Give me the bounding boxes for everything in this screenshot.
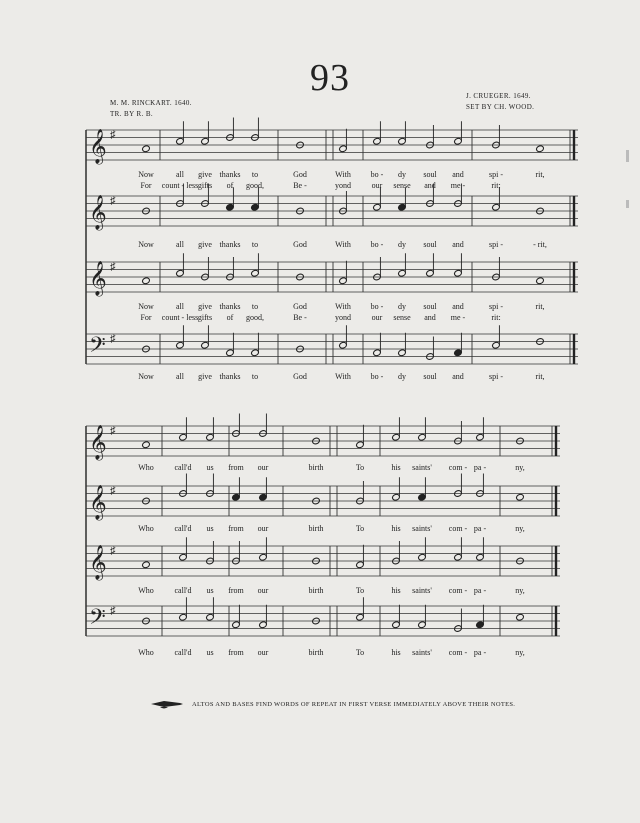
treble-clef-icon: 𝄞: [89, 129, 107, 164]
sharp-icon: ♯: [110, 545, 116, 557]
lyric-syllable: With: [335, 170, 351, 179]
lyric-syllable: to: [251, 170, 259, 179]
lyric-line: [0, 313, 640, 323]
lyric-syllable: birth: [308, 524, 324, 533]
lyric-syllable: bo -: [370, 240, 384, 249]
lyric-syllable: rit,: [535, 372, 545, 381]
lyric-syllable: me -: [450, 181, 466, 190]
lyric-syllable: saints': [412, 586, 432, 595]
lyric-syllable: give: [198, 302, 212, 311]
lyric-syllable: count - less: [161, 181, 199, 190]
lyric-syllable: God: [293, 170, 307, 179]
lyric-syllable: give: [198, 240, 212, 249]
lyric-syllable: bo -: [370, 372, 384, 381]
lyric-syllable: sense: [393, 313, 411, 322]
lyric-syllable: of: [226, 313, 234, 322]
lyric-syllable: sense: [393, 181, 411, 190]
lyric-syllable: dy: [398, 240, 406, 249]
note-head: [516, 493, 525, 501]
lyric-syllable: call'd: [174, 524, 192, 533]
lyric-syllable: com -: [448, 524, 468, 533]
lyric-syllable: his: [391, 463, 401, 472]
lyric-syllable: his: [391, 586, 401, 595]
lyric-syllable: from: [228, 648, 244, 657]
lyric-syllable: com -: [448, 586, 468, 595]
lyric-syllable: Who: [138, 524, 154, 533]
lyric-syllable: our: [257, 463, 269, 472]
lyric-syllable: of: [226, 181, 234, 190]
lyric-syllable: To: [355, 524, 365, 533]
lyric-syllable: and: [424, 181, 436, 190]
lyric-syllable: all: [176, 302, 184, 311]
sharp-icon: ♯: [110, 485, 116, 497]
edge-mark: [626, 200, 629, 208]
lyric-syllable: With: [335, 240, 351, 249]
lyric-syllable: and: [452, 302, 464, 311]
lyric-line: [0, 463, 640, 473]
lyric-syllable: all: [176, 240, 184, 249]
lyric-syllable: Who: [138, 463, 154, 472]
lyric-syllable: Now: [138, 302, 154, 311]
lyric-syllable: soul: [423, 302, 437, 311]
lyric-line: [0, 181, 640, 191]
lyric-syllable: Who: [138, 648, 154, 657]
note-head: [142, 441, 151, 449]
lyric-syllable: bo -: [370, 170, 384, 179]
lyric-syllable: from: [228, 586, 244, 595]
lyric-syllable: to: [251, 302, 259, 311]
lyric-syllable: yond: [335, 181, 351, 190]
composer-name: J. CRUEGER. 1649.: [466, 92, 531, 100]
lyric-line: [0, 170, 640, 180]
sharp-icon: ♯: [110, 195, 116, 207]
lyric-syllable: rit,: [535, 302, 545, 311]
lyric-syllable: birth: [308, 648, 324, 657]
lyric-syllable: With: [335, 372, 351, 381]
sharp-icon: ♯: [110, 129, 116, 141]
lyric-syllable: dy: [398, 170, 406, 179]
lyric-syllable: For: [140, 313, 152, 322]
lyric-syllable: ny,: [515, 463, 525, 472]
author-name: M. M. RINCKART. 1640.: [110, 99, 192, 107]
lyric-syllable: birth: [308, 463, 324, 472]
lyric-line: [0, 372, 640, 382]
lyric-syllable: saints': [412, 463, 432, 472]
lyric-syllable: Now: [138, 170, 154, 179]
lyric-syllable: To: [355, 586, 365, 595]
lyric-syllable: com -: [448, 648, 468, 657]
lyric-syllable: pa -: [473, 524, 487, 533]
lyric-syllable: God: [293, 240, 307, 249]
sharp-icon: ♯: [110, 333, 116, 345]
lyric-line: [0, 240, 640, 250]
lyric-syllable: Now: [138, 240, 154, 249]
pointing-hand-icon: [150, 698, 184, 710]
lyric-syllable: all: [176, 170, 184, 179]
lyric-syllable: call'd: [174, 586, 192, 595]
lyric-syllable: saints': [412, 524, 432, 533]
translator-name: TR. BY R. B.: [110, 110, 154, 118]
note-head: [516, 613, 525, 621]
lyric-syllable: rit:: [491, 313, 501, 322]
lyric-syllable: call'd: [174, 463, 192, 472]
lyric-line: [0, 302, 640, 312]
lyric-syllable: Who: [138, 586, 154, 595]
lyric-syllable: and: [452, 240, 464, 249]
bass-clef-icon: 𝄢: [89, 333, 106, 363]
lyric-line: [0, 648, 640, 658]
lyric-syllable: our: [257, 524, 269, 533]
lyric-syllable: thanks: [219, 240, 241, 249]
lyric-syllable: his: [391, 524, 401, 533]
lyric-syllable: thanks: [219, 372, 241, 381]
note-head: [536, 145, 545, 153]
note-head: [142, 561, 151, 569]
lyric-syllable: Now: [138, 372, 154, 381]
lyric-syllable: call'd: [174, 648, 192, 657]
lyric-syllable: give: [198, 170, 212, 179]
lyric-syllable: birth: [308, 586, 324, 595]
lyric-syllable: yond: [335, 313, 351, 322]
lyric-syllable: With: [335, 302, 351, 311]
note-head: [142, 145, 151, 153]
lyric-syllable: rit,: [535, 170, 545, 179]
lyric-syllable: all: [176, 372, 184, 381]
lyric-syllable: me -: [450, 313, 466, 322]
lyric-syllable: pa -: [473, 463, 487, 472]
lyric-syllable: soul: [423, 372, 437, 381]
lyric-syllable: our: [371, 181, 383, 190]
lyric-line: [0, 524, 640, 534]
lyric-syllable: spi -: [489, 302, 503, 311]
sharp-icon: ♯: [110, 425, 116, 437]
lyric-syllable: good,: [246, 181, 264, 190]
lyric-syllable: to: [251, 372, 259, 381]
lyric-syllable: soul: [423, 240, 437, 249]
lyric-syllable: To: [355, 463, 365, 472]
lyric-syllable: our: [257, 648, 269, 657]
lyric-syllable: - rit,: [533, 240, 547, 249]
lyric-syllable: and: [424, 313, 436, 322]
note-head: [536, 277, 545, 285]
lyric-syllable: to: [251, 240, 259, 249]
lyric-syllable: us: [206, 463, 214, 472]
lyric-syllable: us: [206, 524, 214, 533]
lyric-syllable: and: [452, 372, 464, 381]
lyric-syllable: saints': [412, 648, 432, 657]
treble-clef-icon: 𝄞: [89, 261, 107, 296]
arranger-name: SET BY CH. WOOD.: [466, 103, 535, 111]
lyric-syllable: ny,: [515, 586, 525, 595]
lyric-syllable: God: [293, 372, 307, 381]
sharp-icon: ♯: [110, 261, 116, 273]
lyric-syllable: For: [140, 181, 152, 190]
footer-text: ALTOS AND BASES FIND WORDS OF REPEAT IN FIRST VERSE IMMEDIATELY ABOVE THEIR NOTES.: [192, 700, 516, 708]
lyric-syllable: dy: [398, 372, 406, 381]
hymn-number: 93: [310, 57, 350, 99]
lyric-syllable: pa -: [473, 648, 487, 657]
lyric-syllable: thanks: [219, 302, 241, 311]
lyric-syllable: gifts: [197, 181, 213, 190]
lyric-syllable: spi -: [489, 170, 503, 179]
lyric-syllable: good,: [246, 313, 264, 322]
lyric-syllable: bo -: [370, 302, 384, 311]
lyric-syllable: thanks: [219, 170, 241, 179]
treble-clef-icon: 𝄞: [89, 545, 107, 580]
lyric-syllable: gifts: [197, 313, 213, 322]
note-head: [142, 277, 151, 285]
lyric-syllable: and: [452, 170, 464, 179]
bass-clef-icon: 𝄢: [89, 605, 106, 635]
lyric-syllable: his: [391, 648, 401, 657]
treble-clef-icon: 𝄞: [89, 485, 107, 520]
edge-mark: [626, 150, 629, 162]
lyric-syllable: com -: [448, 463, 468, 472]
lyric-syllable: Be -: [293, 181, 307, 190]
lyric-syllable: dy: [398, 302, 406, 311]
lyric-syllable: us: [206, 586, 214, 595]
treble-clef-icon: 𝄞: [89, 195, 107, 230]
lyric-syllable: spi -: [489, 372, 503, 381]
lyric-syllable: soul: [423, 170, 437, 179]
lyric-syllable: To: [355, 648, 365, 657]
lyric-syllable: us: [206, 648, 214, 657]
lyric-syllable: God: [293, 302, 307, 311]
lyric-syllable: ny,: [515, 648, 525, 657]
lyric-syllable: count - less: [161, 313, 199, 322]
sharp-icon: ♯: [110, 605, 116, 617]
lyric-syllable: rit:: [491, 181, 501, 190]
lyric-syllable: Be -: [293, 313, 307, 322]
lyric-syllable: from: [228, 463, 244, 472]
lyric-line: [0, 586, 640, 596]
lyric-syllable: give: [198, 372, 212, 381]
footer-note: [150, 697, 515, 711]
lyric-syllable: from: [228, 524, 244, 533]
treble-clef-icon: 𝄞: [89, 425, 107, 460]
lyric-syllable: spi -: [489, 240, 503, 249]
lyric-syllable: our: [257, 586, 269, 595]
lyric-syllable: ny,: [515, 524, 525, 533]
lyric-syllable: our: [371, 313, 383, 322]
lyric-syllable: pa -: [473, 586, 487, 595]
